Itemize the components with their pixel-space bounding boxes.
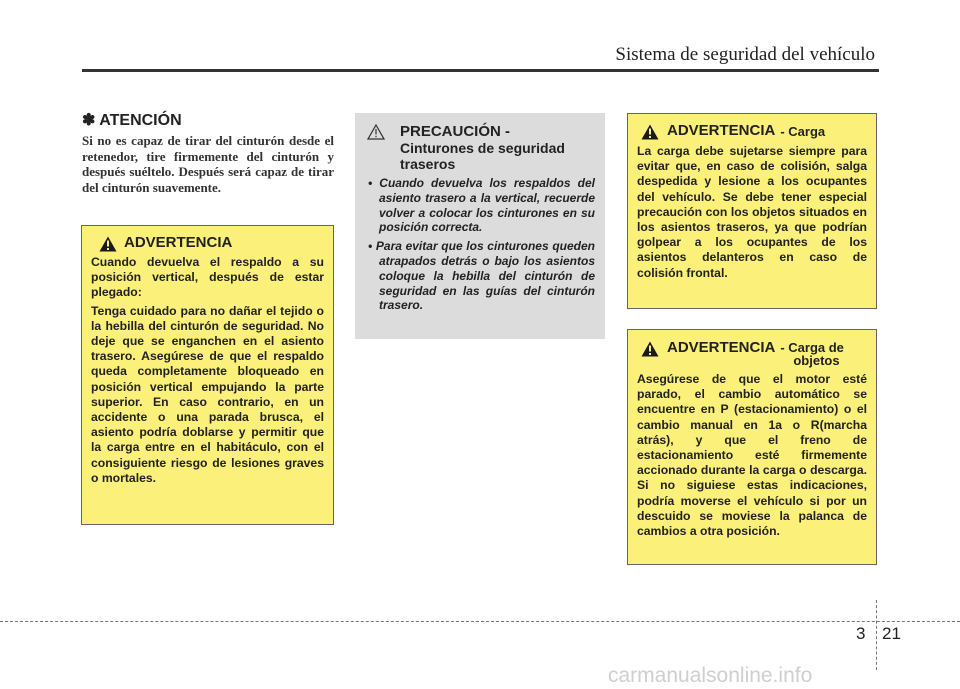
warning-subtitle: - Carga xyxy=(780,124,826,139)
warning-body: La carga debe sujetarse siempre para evitar que, en caso de colisión, salga despedida y lesione a los ocupantes del vehículo. Se debe tener especial precaución con los objetos situados en los asientos traseros, ya que podrían golpear a los ocupantes de los asientos delanteros en caso de colisión frontal. xyxy=(637,144,867,280)
warning-box-cargo xyxy=(627,113,877,309)
warning-paragraph: Cuando devuelva el respaldo a su posición vertical, después de estar plegado: xyxy=(91,255,324,300)
warning-box-header xyxy=(99,234,324,252)
caution-item: • Cuando devuelva los respaldos del asiento trasero a la vertical, recuerde volver a colocar los cinturones en su posición correcta. xyxy=(368,176,595,235)
caution-item-text: Cuando devuelva los respaldos del asiento trasero a la vertical, recuerde volver a colocar los cinturones en su posición correcta. xyxy=(379,176,595,235)
warning-subtitle-line: - Carga de xyxy=(780,340,844,355)
watermark: carmanualsonline.info xyxy=(608,664,813,687)
warning-paragraph: Tenga cuidado para no dañar el tejido o la hebilla del cinturón de seguridad. No deje que se enganchen en el asiento trasero. Asegúrese de que el respaldo queda completamente bloqueado en posición vertical empujando la parte superior. En caso contrario, en un accidente o una parada brusca, el asiento podría doblarse y permitir que la carga entre en el habitáculo, con el consiguiente riesgo de lesiones graves o mortales. xyxy=(91,303,324,485)
warning-title: ADVERTENCIA xyxy=(667,122,776,139)
header-divider xyxy=(82,69,879,72)
caution-box-header xyxy=(367,123,595,172)
caution-box-rear-belts xyxy=(355,113,605,339)
warning-box-loading-objects xyxy=(627,329,877,565)
warning-title: ADVERTENCIA xyxy=(667,339,776,356)
warning-triangle-icon xyxy=(99,236,117,252)
caution-item: • Para evitar que los cinturones queden atrapados detrás o bajo los asientos coloque la hebilla del cinturón de seguridad en las guías del cinturón trasero. xyxy=(368,239,595,313)
note-body: Si no es capaz de tirar del cinturón desde el retenedor, tire firmemente del cinturón y después suéltelo. Después será capaz de tirar del cinturón suavemente. xyxy=(82,133,334,195)
warning-body: Asegúrese de que el motor esté parado, el cambio automático se encuentre en P (estacionamiento) o el cambio manual en 1a o R(marcha atrás), y que el freno de estacionamiento esté firmemente accionado durante la carga o descarga. Si no siguiese estas indicaciones, podría moverse el vehículo si por un descuido se moviese la palanca de cambios a otra posición. xyxy=(637,372,867,539)
warning-box-seatback xyxy=(81,225,334,525)
caution-heading xyxy=(400,123,595,172)
warning-subtitle xyxy=(780,341,844,367)
warning-title: ADVERTENCIA xyxy=(124,234,233,251)
warning-box-header xyxy=(641,339,867,367)
chapter-number: 3 xyxy=(856,624,866,643)
warning-body xyxy=(91,255,324,486)
warning-subtitle-line: objetos xyxy=(793,353,840,368)
caution-list xyxy=(367,176,595,313)
page-number-divider xyxy=(876,600,877,670)
warning-triangle-icon xyxy=(641,341,659,357)
attention-note xyxy=(82,110,334,195)
page-number: 21 xyxy=(882,624,901,643)
caution-subtitle: Cinturones de seguridad traseros xyxy=(400,140,565,172)
caution-title: PRECAUCIÓN - xyxy=(400,123,511,140)
footer-divider xyxy=(0,621,960,622)
warning-triangle-icon xyxy=(367,124,385,140)
warning-triangle-icon xyxy=(641,124,659,140)
section-title: Sistema de seguridad del vehículo xyxy=(615,44,875,65)
caution-item-text: Para evitar que los cinturones queden atrapados detrás o bajo los asientos coloque la hebilla del cinturón de seguridad en las guías del cinturón trasero. xyxy=(375,239,595,313)
warning-box-header xyxy=(641,122,867,140)
note-title: ✽ ATENCIÓN xyxy=(82,112,182,129)
